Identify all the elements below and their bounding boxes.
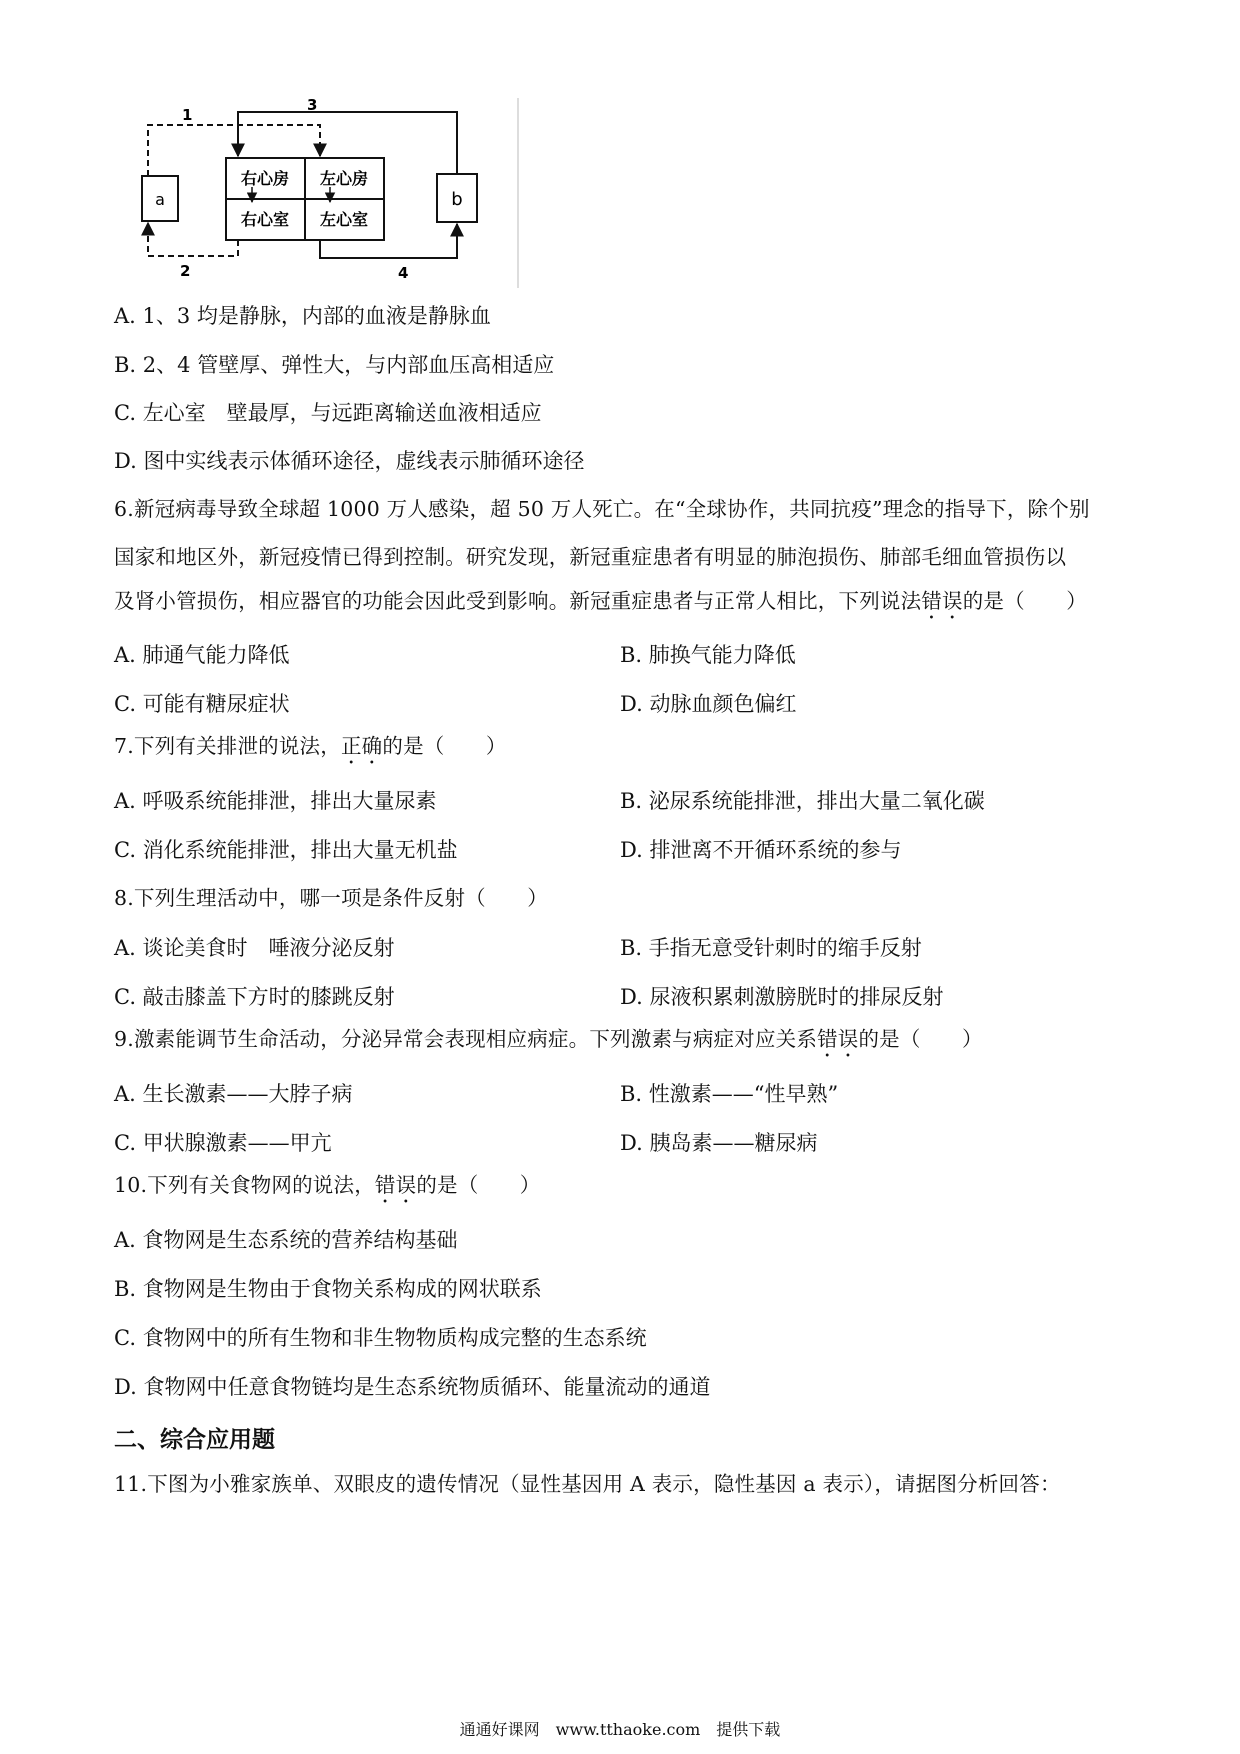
section-title: 二、综合应用题 bbox=[114, 1427, 275, 1453]
q10-option-b bbox=[114, 1274, 542, 1304]
q6-option-a bbox=[114, 640, 290, 670]
q5-option-b bbox=[114, 350, 554, 380]
option-text: 甲状腺激素——甲亢 bbox=[142, 1131, 332, 1155]
q11-stem: 11.下图为小雅家族单、双眼皮的遗传情况（显性基因用 A 表示，隐性基因 a 表示），请据图分析回答： bbox=[114, 1472, 1061, 1496]
option-text: 图中实线表示体循环途径，虚线表示肺循环途径 bbox=[143, 449, 585, 473]
q7-option-c bbox=[114, 835, 458, 865]
q7-stem bbox=[114, 731, 507, 769]
q9-option-b bbox=[620, 1079, 838, 1109]
option-letter: B. bbox=[114, 1277, 137, 1301]
option-letter: A. bbox=[114, 643, 136, 667]
option-text: 生长激素——大脖子病 bbox=[142, 1082, 353, 1106]
option-letter: A. bbox=[114, 936, 136, 960]
option-text: 肺换气能力降低 bbox=[648, 643, 796, 667]
option-letter: C. bbox=[114, 401, 136, 425]
q6-option-b bbox=[620, 640, 796, 670]
q6-stem-line-3 bbox=[114, 586, 1087, 624]
option-text: 胰岛素——糖尿病 bbox=[649, 1131, 818, 1155]
option-letter: C. bbox=[114, 985, 136, 1009]
left-ventricle-label: 左心室 bbox=[319, 210, 369, 229]
option-letter: D. bbox=[114, 449, 137, 473]
q9-option-c bbox=[114, 1128, 332, 1158]
stem-text: 7.下列有关排泄的说法， bbox=[114, 734, 341, 758]
option-text: 呼吸系统能排泄，排出大量尿素 bbox=[142, 789, 437, 813]
option-letter: A. bbox=[114, 1228, 136, 1252]
right-atrium-label: 右心房 bbox=[240, 169, 290, 188]
path-4-label: 4 bbox=[398, 264, 409, 282]
q5-option-d bbox=[114, 446, 584, 476]
circulation-diagram bbox=[110, 98, 520, 288]
option-letter: D. bbox=[620, 692, 643, 716]
option-text: 2、4 管壁厚、弹性大，与内部血压高相适应 bbox=[142, 353, 555, 377]
option-letter: A. bbox=[114, 304, 136, 328]
option-letter: D. bbox=[114, 1375, 137, 1399]
box-b-label: b bbox=[451, 189, 463, 210]
option-letter: C. bbox=[114, 1131, 136, 1155]
option-text: 1、3 均是静脉，内部的血液是静脉血 bbox=[142, 304, 491, 328]
path-3-label: 3 bbox=[307, 98, 318, 114]
path-2-label: 2 bbox=[180, 262, 191, 280]
q10-option-a bbox=[114, 1225, 458, 1255]
stem-text: 及肾小管损伤，相应器官的功能会因此受到影响。新冠重症患者与正常人相比，下列说法 bbox=[114, 589, 922, 613]
q10-option-c bbox=[114, 1323, 647, 1353]
stem-text: 10.下列有关食物网的说法， bbox=[114, 1173, 375, 1197]
stem-text: 的是（ ） bbox=[962, 589, 1087, 613]
option-letter: B. bbox=[620, 1082, 643, 1106]
q7-option-d bbox=[620, 835, 901, 865]
option-text: 食物网中的所有生物和非生物物质构成完整的生态系统 bbox=[142, 1326, 647, 1350]
option-letter: D. bbox=[620, 838, 643, 862]
left-atrium-label: 左心房 bbox=[319, 169, 369, 188]
option-letter: B. bbox=[620, 936, 643, 960]
option-text: 食物网是生态系统的营养结构基础 bbox=[142, 1228, 458, 1252]
stem-text: 的是（ ） bbox=[858, 1027, 983, 1051]
option-text: 手指无意受针刺时的缩手反射 bbox=[648, 936, 922, 960]
footer-credit: 通通好课网 www.tthaoke.com 提供下载 bbox=[459, 1720, 781, 1739]
stem-text: 的是（ ） bbox=[416, 1173, 541, 1197]
q5-option-c bbox=[114, 398, 542, 428]
option-letter: A. bbox=[114, 1082, 136, 1106]
option-letter: C. bbox=[114, 1326, 136, 1350]
option-letter: C. bbox=[114, 692, 136, 716]
q6-option-c bbox=[114, 689, 290, 719]
option-text: 消化系统能排泄，排出大量无机盐 bbox=[142, 838, 458, 862]
q9-option-a bbox=[114, 1079, 353, 1109]
option-text: 可能有糖尿症状 bbox=[142, 692, 290, 716]
emphasis-word: 错误 bbox=[817, 1027, 859, 1051]
q8-option-a bbox=[114, 933, 395, 963]
q10-option-d bbox=[114, 1372, 710, 1402]
q9-option-d bbox=[620, 1128, 817, 1158]
q7-option-b bbox=[620, 786, 985, 816]
emphasis-word: 错误 bbox=[921, 589, 963, 613]
q6-stem-line-1: 6.新冠病毒导致全球超 1000 万人感染，超 50 万人死亡。在“全球协作，共同抗疫”理念的指导下，除个别 bbox=[114, 497, 1090, 521]
q10-stem bbox=[114, 1170, 541, 1208]
option-text: 性激素——“性早熟” bbox=[648, 1082, 839, 1106]
option-letter: A. bbox=[114, 789, 136, 813]
q8-option-c bbox=[114, 982, 395, 1012]
q6-option-d bbox=[620, 689, 796, 719]
q9-stem bbox=[114, 1024, 983, 1062]
q8-option-b bbox=[620, 933, 922, 963]
q8-stem: 8.下列生理活动中，哪一项是条件反射（ ） bbox=[114, 886, 548, 910]
option-letter: B. bbox=[620, 789, 643, 813]
option-letter: B. bbox=[620, 643, 643, 667]
option-text: 尿液积累刺激膀胱时的排尿反射 bbox=[649, 985, 944, 1009]
option-text: 敲击膝盖下方时的膝跳反射 bbox=[142, 985, 395, 1009]
option-text: 食物网中任意食物链均是生态系统物质循环、能量流动的通道 bbox=[143, 1375, 711, 1399]
option-text: 食物网是生物由于食物关系构成的网状联系 bbox=[142, 1277, 542, 1301]
option-text: 排泄离不开循环系统的参与 bbox=[649, 838, 902, 862]
emphasis-word: 正确 bbox=[340, 734, 383, 758]
stem-text: 的是（ ） bbox=[382, 734, 507, 758]
q8-option-d bbox=[620, 982, 943, 1012]
path-2 bbox=[148, 223, 238, 256]
option-text: 动脉血颜色偏红 bbox=[649, 692, 797, 716]
stem-text: 9.激素能调节生命活动，分泌异常会表现相应病症。下列激素与病症对应关系 bbox=[114, 1027, 818, 1051]
box-a-label: a bbox=[155, 190, 165, 209]
option-text: 左心室 壁最厚，与远距离输送血液相适应 bbox=[142, 401, 542, 425]
option-letter: B. bbox=[114, 353, 137, 377]
option-text: 泌尿系统能排泄，排出大量二氧化碳 bbox=[648, 789, 985, 813]
option-text: 谈论美食时 唾液分泌反射 bbox=[142, 936, 395, 960]
option-text: 肺通气能力降低 bbox=[142, 643, 290, 667]
q7-option-a bbox=[114, 786, 437, 816]
path-1-label: 1 bbox=[182, 106, 193, 124]
q5-option-a bbox=[114, 301, 491, 331]
option-letter: C. bbox=[114, 838, 136, 862]
option-letter: D. bbox=[620, 985, 643, 1009]
emphasis-word: 错误 bbox=[374, 1173, 417, 1197]
q6-stem-line-2: 国家和地区外，新冠疫情已得到控制。研究发现，新冠重症患者有明显的肺泡损伤、肺部毛细血管损伤以 bbox=[114, 545, 1067, 569]
option-letter: D. bbox=[620, 1131, 643, 1155]
right-ventricle-label: 右心室 bbox=[240, 210, 290, 229]
